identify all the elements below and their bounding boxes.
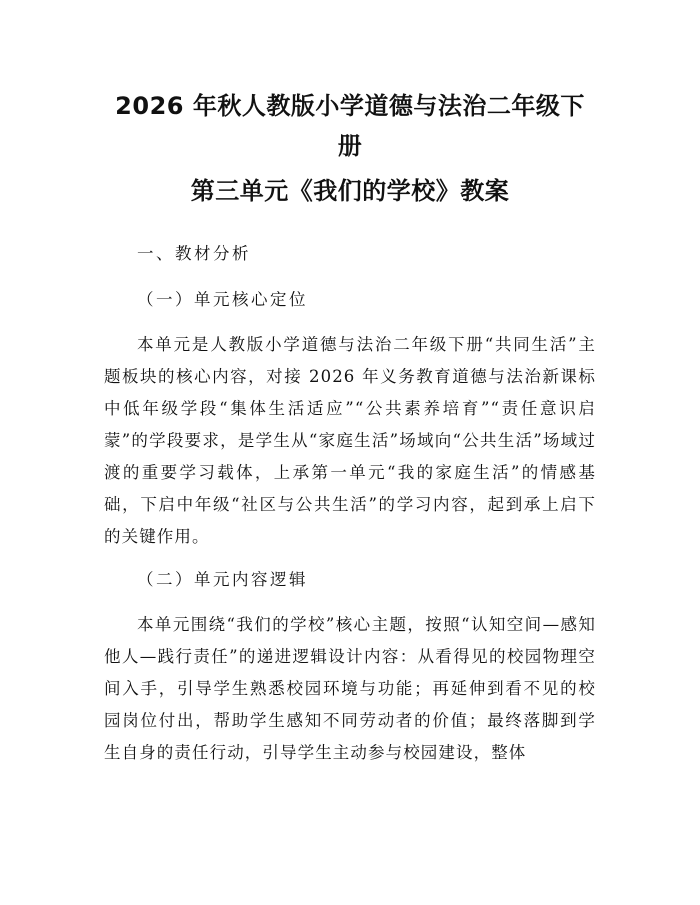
paragraph-content-logic: 本单元围绕“我们的学校”核心主题，按照“认知空间—感知他人—践行责任”的递进逻辑设计内容：从看得见的校园物理空间入手，引导学生熟悉校园环境与功能；再延伸到看不见的校园岗位付出，帮助学生感知不同劳动者的价值；最终落脚到学生自身的责任行动，引导学生主动参与校园建设，整体 xyxy=(104,615,596,762)
paragraph-unit-positioning: 本单元是人教版小学道德与法治二年级下册“共同生活”主题板块的核心内容，对接 2026 年义务教育道德与法治新课标中低年级学段“集体生活适应”“公共素养培育”“责任意识启蒙”的学段要求，是学生从“家庭生活”场域向“公共生活”场域过渡的重要学习载体，上承第一单元“我的家庭生活”的情感基础，下启中年级“社区与公共生活”的学习内容，起到承上启下的关键作用。 xyxy=(104,335,596,546)
subsection-heading-unit-positioning: （一）单元核心定位 xyxy=(137,290,308,309)
subsection-heading-content-logic: （二）单元内容逻辑 xyxy=(137,570,308,589)
document-title-line-1: 2026 年秋人教版小学道德与法治二年级下册 xyxy=(115,92,585,160)
document-title-line-2: 第三单元《我们的学校》教案 xyxy=(190,177,510,205)
section-heading-textbook-analysis: 一、教材分析 xyxy=(137,244,251,263)
